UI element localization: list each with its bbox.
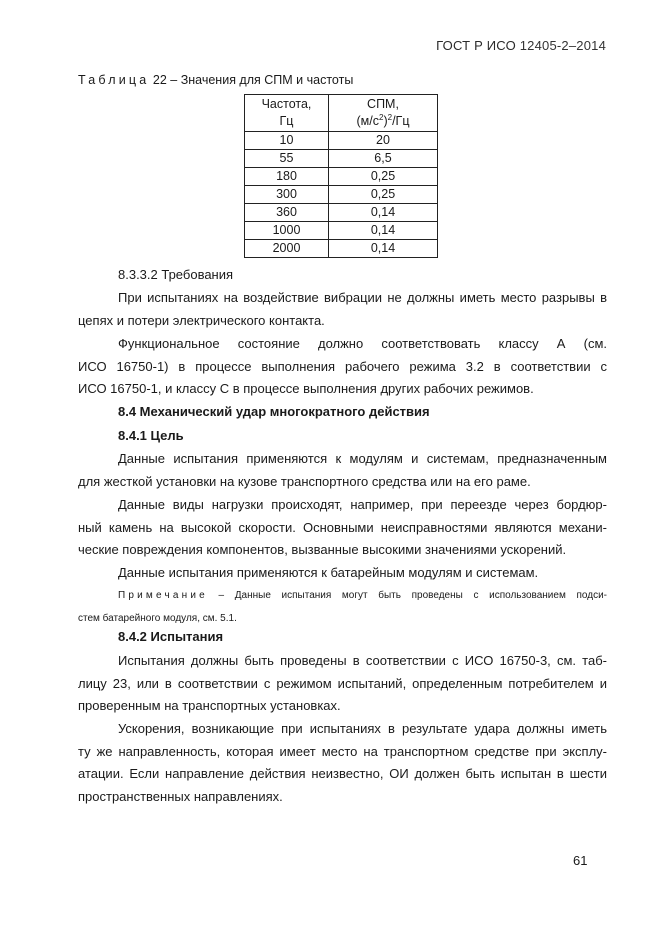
- paragraph-tests: Испытания должны быть проведены в соответствии с ИСО 16750-3, см. таб- лицу 23, или в соответствии с режимом испытаний, определенным потребителем и проверенным на транспортных установках.: [78, 653, 607, 713]
- paragraph-battery: Данные испытания применяются к батарейным модулям и системам.: [118, 565, 539, 580]
- header-frequency: Частота, Гц: [245, 95, 329, 132]
- freq-cell: 1000: [245, 222, 329, 240]
- header-spm: СПМ, $(м/с^2)^2/Гц$: [329, 95, 438, 132]
- table-caption: [78, 73, 353, 87]
- paragraph-load-types: Данные виды нагрузки происходят, например, при переезде через бордюр- ный камень на высокой скорости. Основными неисправностями являются механи- ческие повреждения компонентов, вызванные высокими значениями ускорений.: [78, 497, 607, 557]
- section-841-heading: 8.4.1 Цель: [118, 428, 184, 443]
- table-row: [245, 168, 438, 186]
- freq-cell: 180: [245, 168, 329, 186]
- freq-cell: 2000: [245, 240, 329, 258]
- spm-cell: 0,14: [329, 222, 438, 240]
- paragraph-functional-state: Функциональное состояние должно соответствовать классу А (см. ИСО 16750-1) в процессе выполнения рабочего режима 3.2 в соответствии с ИСО 16750-1, и классу С в процессе выполнения других рабочих режимов.: [78, 336, 607, 396]
- note-text: – Данные испытания могут быть проведены с использованием подси-: [207, 590, 607, 601]
- paragraph-accelerations: Ускорения, возникающие при испытаниях в результате удара должны иметь ту же направленность, которая имеет место на транспортном средстве при эксплу- атации. Если направление действия неизвестно, ОИ должен быть испытан в шести пространственных направлениях.: [78, 721, 607, 804]
- paragraph-vibration: При испытаниях на воздействие вибрации не должны иметь место разрывы в цепях и потери электрического контакта.: [78, 290, 607, 328]
- table-row: [245, 150, 438, 168]
- table-row: [245, 186, 438, 204]
- section-8332-heading: 8.3.3.2 Требования: [118, 267, 234, 282]
- table-caption-rest: 22 – Значения для СПМ и частоты: [152, 73, 354, 87]
- table-row: [245, 222, 438, 240]
- page-header: [436, 38, 606, 53]
- header-title: ГОСТ Р ИСО: [436, 38, 516, 53]
- table-row: [245, 132, 438, 150]
- paragraph-purpose: Данные испытания применяются к модулям и системам, предназначенным для жесткой установки на кузове транспортного средства или на его раме.: [78, 451, 607, 489]
- freq-cell: 55: [245, 150, 329, 168]
- header-number: 12405-2–2014: [519, 38, 606, 53]
- spm-cell: 0,14: [329, 240, 438, 258]
- section-84-heading: 8.4 Механический удар многократного действия: [118, 404, 430, 419]
- table-header-row: [245, 95, 438, 132]
- spm-table: [244, 94, 438, 258]
- table-caption-word: Таблица: [78, 73, 150, 87]
- table-row: [245, 204, 438, 222]
- page-number: 61: [573, 853, 588, 868]
- freq-cell: 360: [245, 204, 329, 222]
- note: Примечание – Данные испытания могут быть проведены с использованием подси- стем батарейного модуля, см. 5.1.: [78, 590, 607, 624]
- freq-cell: 10: [245, 132, 329, 150]
- spm-cell: 6,5: [329, 150, 438, 168]
- spm-cell: 20: [329, 132, 438, 150]
- table-row: [245, 240, 438, 258]
- note-label: Примечание: [118, 590, 208, 601]
- spm-cell: 0,25: [329, 168, 438, 186]
- section-842-heading: 8.4.2 Испытания: [118, 629, 224, 644]
- spm-cell: 0,25: [329, 186, 438, 204]
- freq-cell: 300: [245, 186, 329, 204]
- spm-cell: 0,14: [329, 204, 438, 222]
